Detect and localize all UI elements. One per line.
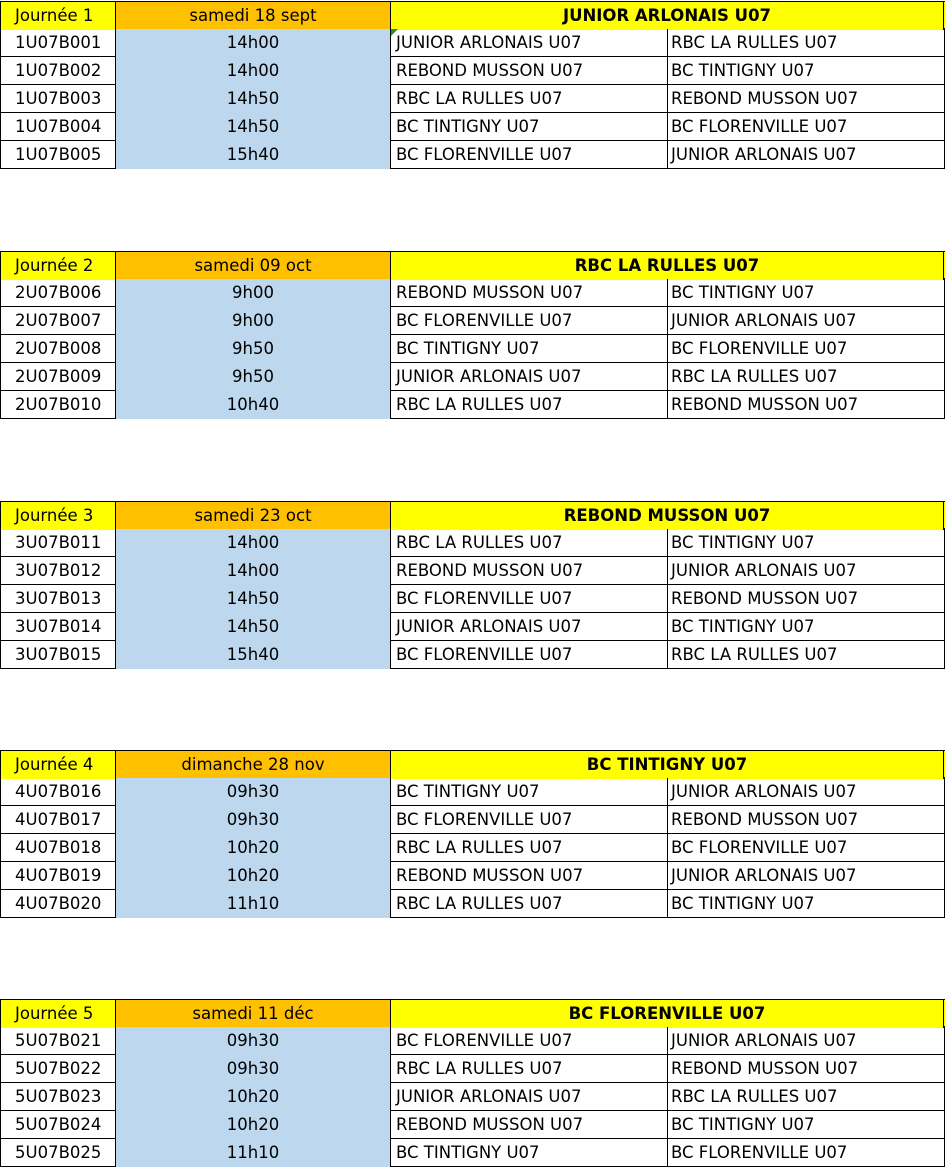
match-code[interactable]: 4U07B018 <box>0 834 116 862</box>
match-time[interactable]: 11h10 <box>116 890 391 918</box>
day-date[interactable]: samedi 23 oct <box>116 502 391 530</box>
match-row <box>0 585 945 613</box>
host-team[interactable]: RBC LA RULLES U07 <box>391 252 944 280</box>
match-code[interactable]: 1U07B004 <box>0 113 116 141</box>
away-team[interactable]: BC TINTIGNY U07 <box>668 57 945 85</box>
match-time[interactable]: 14h00 <box>116 57 391 85</box>
home-team[interactable]: BC FLORENVILLE U07 <box>391 585 668 613</box>
match-row <box>0 85 945 113</box>
match-row <box>0 778 945 806</box>
match-row <box>0 57 945 85</box>
home-team[interactable]: BC TINTIGNY U07 <box>391 113 668 141</box>
match-row <box>0 641 945 669</box>
away-team[interactable]: REBOND MUSSON U07 <box>668 585 945 613</box>
home-team[interactable]: RBC LA RULLES U07 <box>391 890 668 918</box>
away-team[interactable]: JUNIOR ARLONAIS U07 <box>668 778 945 806</box>
match-time[interactable]: 10h20 <box>116 834 391 862</box>
match-code[interactable]: 4U07B016 <box>0 778 116 806</box>
away-team[interactable]: REBOND MUSSON U07 <box>668 85 945 113</box>
home-team[interactable]: JUNIOR ARLONAIS U07 <box>391 363 668 391</box>
home-team[interactable]: BC TINTIGNY U07 <box>391 778 668 806</box>
match-code[interactable]: 5U07B022 <box>0 1055 116 1083</box>
day-header <box>0 750 945 778</box>
match-row <box>0 834 945 862</box>
match-time[interactable]: 15h40 <box>116 641 391 669</box>
day-block <box>0 1 945 169</box>
match-row <box>0 1055 945 1083</box>
match-time[interactable]: 14h00 <box>116 557 391 585</box>
away-team[interactable]: BC TINTIGNY U07 <box>668 890 945 918</box>
match-time[interactable]: 14h50 <box>116 85 391 113</box>
match-row <box>0 806 945 834</box>
home-team[interactable]: REBOND MUSSON U07 <box>391 557 668 585</box>
day-header <box>0 1 945 29</box>
home-team[interactable]: JUNIOR ARLONAIS U07 <box>391 613 668 641</box>
day-label[interactable]: Journée 1 <box>0 2 116 30</box>
match-code[interactable]: 4U07B017 <box>0 806 116 834</box>
home-team[interactable]: REBOND MUSSON U07 <box>391 862 668 890</box>
day-label[interactable]: Journée 2 <box>0 252 116 280</box>
match-time[interactable]: 9h50 <box>116 363 391 391</box>
match-code[interactable]: 5U07B025 <box>0 1139 116 1167</box>
host-team[interactable]: BC TINTIGNY U07 <box>391 751 944 779</box>
day-header <box>0 501 945 529</box>
match-code[interactable]: 5U07B023 <box>0 1083 116 1111</box>
match-row <box>0 391 945 419</box>
day-label[interactable]: Journée 4 <box>0 751 116 779</box>
match-row <box>0 613 945 641</box>
away-team[interactable]: BC TINTIGNY U07 <box>668 1111 945 1139</box>
match-code[interactable]: 3U07B013 <box>0 585 116 613</box>
home-team[interactable]: BC TINTIGNY U07 <box>391 1139 668 1167</box>
match-row <box>0 307 945 335</box>
match-time[interactable]: 10h20 <box>116 1083 391 1111</box>
match-code[interactable]: 3U07B014 <box>0 613 116 641</box>
home-team[interactable]: RBC LA RULLES U07 <box>391 1055 668 1083</box>
match-row <box>0 1139 945 1167</box>
home-team[interactable]: RBC LA RULLES U07 <box>391 834 668 862</box>
match-code[interactable]: 1U07B003 <box>0 85 116 113</box>
match-row <box>0 529 945 557</box>
match-code[interactable]: 2U07B006 <box>0 279 116 307</box>
match-time[interactable]: 15h40 <box>116 141 391 169</box>
match-time[interactable]: 10h20 <box>116 862 391 890</box>
day-block <box>0 999 945 1167</box>
match-time[interactable]: 09h30 <box>116 1027 391 1055</box>
day-date[interactable]: samedi 11 déc <box>116 1000 391 1028</box>
home-team[interactable]: REBOND MUSSON U07 <box>391 1111 668 1139</box>
match-code[interactable]: 5U07B024 <box>0 1111 116 1139</box>
match-time[interactable]: 9h50 <box>116 335 391 363</box>
day-date[interactable]: samedi 09 oct <box>116 252 391 280</box>
match-code[interactable]: 1U07B005 <box>0 141 116 169</box>
match-code[interactable]: 2U07B010 <box>0 391 116 419</box>
match-row <box>0 335 945 363</box>
away-team[interactable]: BC TINTIGNY U07 <box>668 529 945 557</box>
day-block <box>0 251 945 419</box>
away-team[interactable]: BC FLORENVILLE U07 <box>668 335 945 363</box>
home-team[interactable]: BC FLORENVILLE U07 <box>391 806 668 834</box>
match-time[interactable]: 10h20 <box>116 1111 391 1139</box>
home-team[interactable]: BC FLORENVILLE U07 <box>391 641 668 669</box>
match-time[interactable]: 09h30 <box>116 1055 391 1083</box>
host-team[interactable]: BC FLORENVILLE U07 <box>391 1000 944 1028</box>
away-team[interactable]: REBOND MUSSON U07 <box>668 391 945 419</box>
match-time[interactable]: 09h30 <box>116 806 391 834</box>
away-team[interactable]: RBC LA RULLES U07 <box>668 641 945 669</box>
home-team[interactable]: RBC LA RULLES U07 <box>391 85 668 113</box>
away-team[interactable]: BC FLORENVILLE U07 <box>668 1139 945 1167</box>
away-team[interactable]: BC TINTIGNY U07 <box>668 279 945 307</box>
away-team[interactable]: JUNIOR ARLONAIS U07 <box>668 1027 945 1055</box>
match-time[interactable]: 9h00 <box>116 279 391 307</box>
away-team[interactable]: JUNIOR ARLONAIS U07 <box>668 557 945 585</box>
match-time[interactable]: 10h40 <box>116 391 391 419</box>
away-team[interactable]: BC TINTIGNY U07 <box>668 613 945 641</box>
away-team[interactable]: JUNIOR ARLONAIS U07 <box>668 862 945 890</box>
day-block <box>0 750 945 918</box>
match-time[interactable]: 14h50 <box>116 613 391 641</box>
host-team[interactable]: REBOND MUSSON U07 <box>391 502 944 530</box>
match-row <box>0 29 945 57</box>
match-row <box>0 141 945 169</box>
away-team[interactable]: BC FLORENVILLE U07 <box>668 834 945 862</box>
away-team[interactable]: JUNIOR ARLONAIS U07 <box>668 141 945 169</box>
match-row <box>0 1083 945 1111</box>
day-date[interactable]: dimanche 28 nov <box>116 751 391 779</box>
match-code[interactable]: 1U07B002 <box>0 57 116 85</box>
match-time[interactable]: 14h00 <box>116 29 391 57</box>
match-time[interactable]: 14h50 <box>116 113 391 141</box>
match-code[interactable]: 5U07B021 <box>0 1027 116 1055</box>
day-label[interactable]: Journée 5 <box>0 1000 116 1028</box>
match-row <box>0 557 945 585</box>
match-row <box>0 363 945 391</box>
match-row <box>0 1111 945 1139</box>
home-team[interactable]: REBOND MUSSON U07 <box>391 279 668 307</box>
away-team[interactable]: RBC LA RULLES U07 <box>668 363 945 391</box>
away-team[interactable]: REBOND MUSSON U07 <box>668 806 945 834</box>
match-time[interactable]: 9h00 <box>116 307 391 335</box>
home-team[interactable]: RBC LA RULLES U07 <box>391 391 668 419</box>
home-team[interactable]: JUNIOR ARLONAIS U07 <box>391 1083 668 1111</box>
match-code[interactable]: 2U07B008 <box>0 335 116 363</box>
match-row <box>0 1027 945 1055</box>
match-code[interactable]: 3U07B012 <box>0 557 116 585</box>
match-code[interactable]: 2U07B007 <box>0 307 116 335</box>
match-row <box>0 113 945 141</box>
away-team[interactable]: REBOND MUSSON U07 <box>668 1055 945 1083</box>
match-code[interactable]: 1U07B001 <box>0 29 116 57</box>
day-date[interactable]: samedi 18 sept <box>116 2 391 30</box>
day-header <box>0 251 945 279</box>
home-team[interactable]: BC FLORENVILLE U07 <box>391 1027 668 1055</box>
away-team[interactable]: BC FLORENVILLE U07 <box>668 113 945 141</box>
day-block <box>0 501 945 669</box>
away-team[interactable]: RBC LA RULLES U07 <box>668 1083 945 1111</box>
match-time[interactable]: 14h00 <box>116 529 391 557</box>
host-team[interactable]: JUNIOR ARLONAIS U07 <box>391 2 944 30</box>
day-label[interactable]: Journée 3 <box>0 502 116 530</box>
away-team[interactable]: RBC LA RULLES U07 <box>668 29 945 57</box>
match-code[interactable]: 3U07B011 <box>0 529 116 557</box>
match-time[interactable]: 14h50 <box>116 585 391 613</box>
away-team[interactable]: JUNIOR ARLONAIS U07 <box>668 307 945 335</box>
home-team[interactable]: RBC LA RULLES U07 <box>391 529 668 557</box>
home-team[interactable]: BC FLORENVILLE U07 <box>391 141 668 169</box>
match-code[interactable]: 3U07B015 <box>0 641 116 669</box>
home-team[interactable]: BC TINTIGNY U07 <box>391 335 668 363</box>
home-team[interactable]: REBOND MUSSON U07 <box>391 57 668 85</box>
day-header <box>0 999 945 1027</box>
match-time[interactable]: 09h30 <box>116 778 391 806</box>
match-row <box>0 890 945 918</box>
match-row <box>0 862 945 890</box>
home-team[interactable]: JUNIOR ARLONAIS U07 <box>391 29 668 57</box>
match-row <box>0 279 945 307</box>
match-code[interactable]: 2U07B009 <box>0 363 116 391</box>
match-code[interactable]: 4U07B020 <box>0 890 116 918</box>
match-code[interactable]: 4U07B019 <box>0 862 116 890</box>
home-team[interactable]: BC FLORENVILLE U07 <box>391 307 668 335</box>
match-time[interactable]: 11h10 <box>116 1139 391 1167</box>
